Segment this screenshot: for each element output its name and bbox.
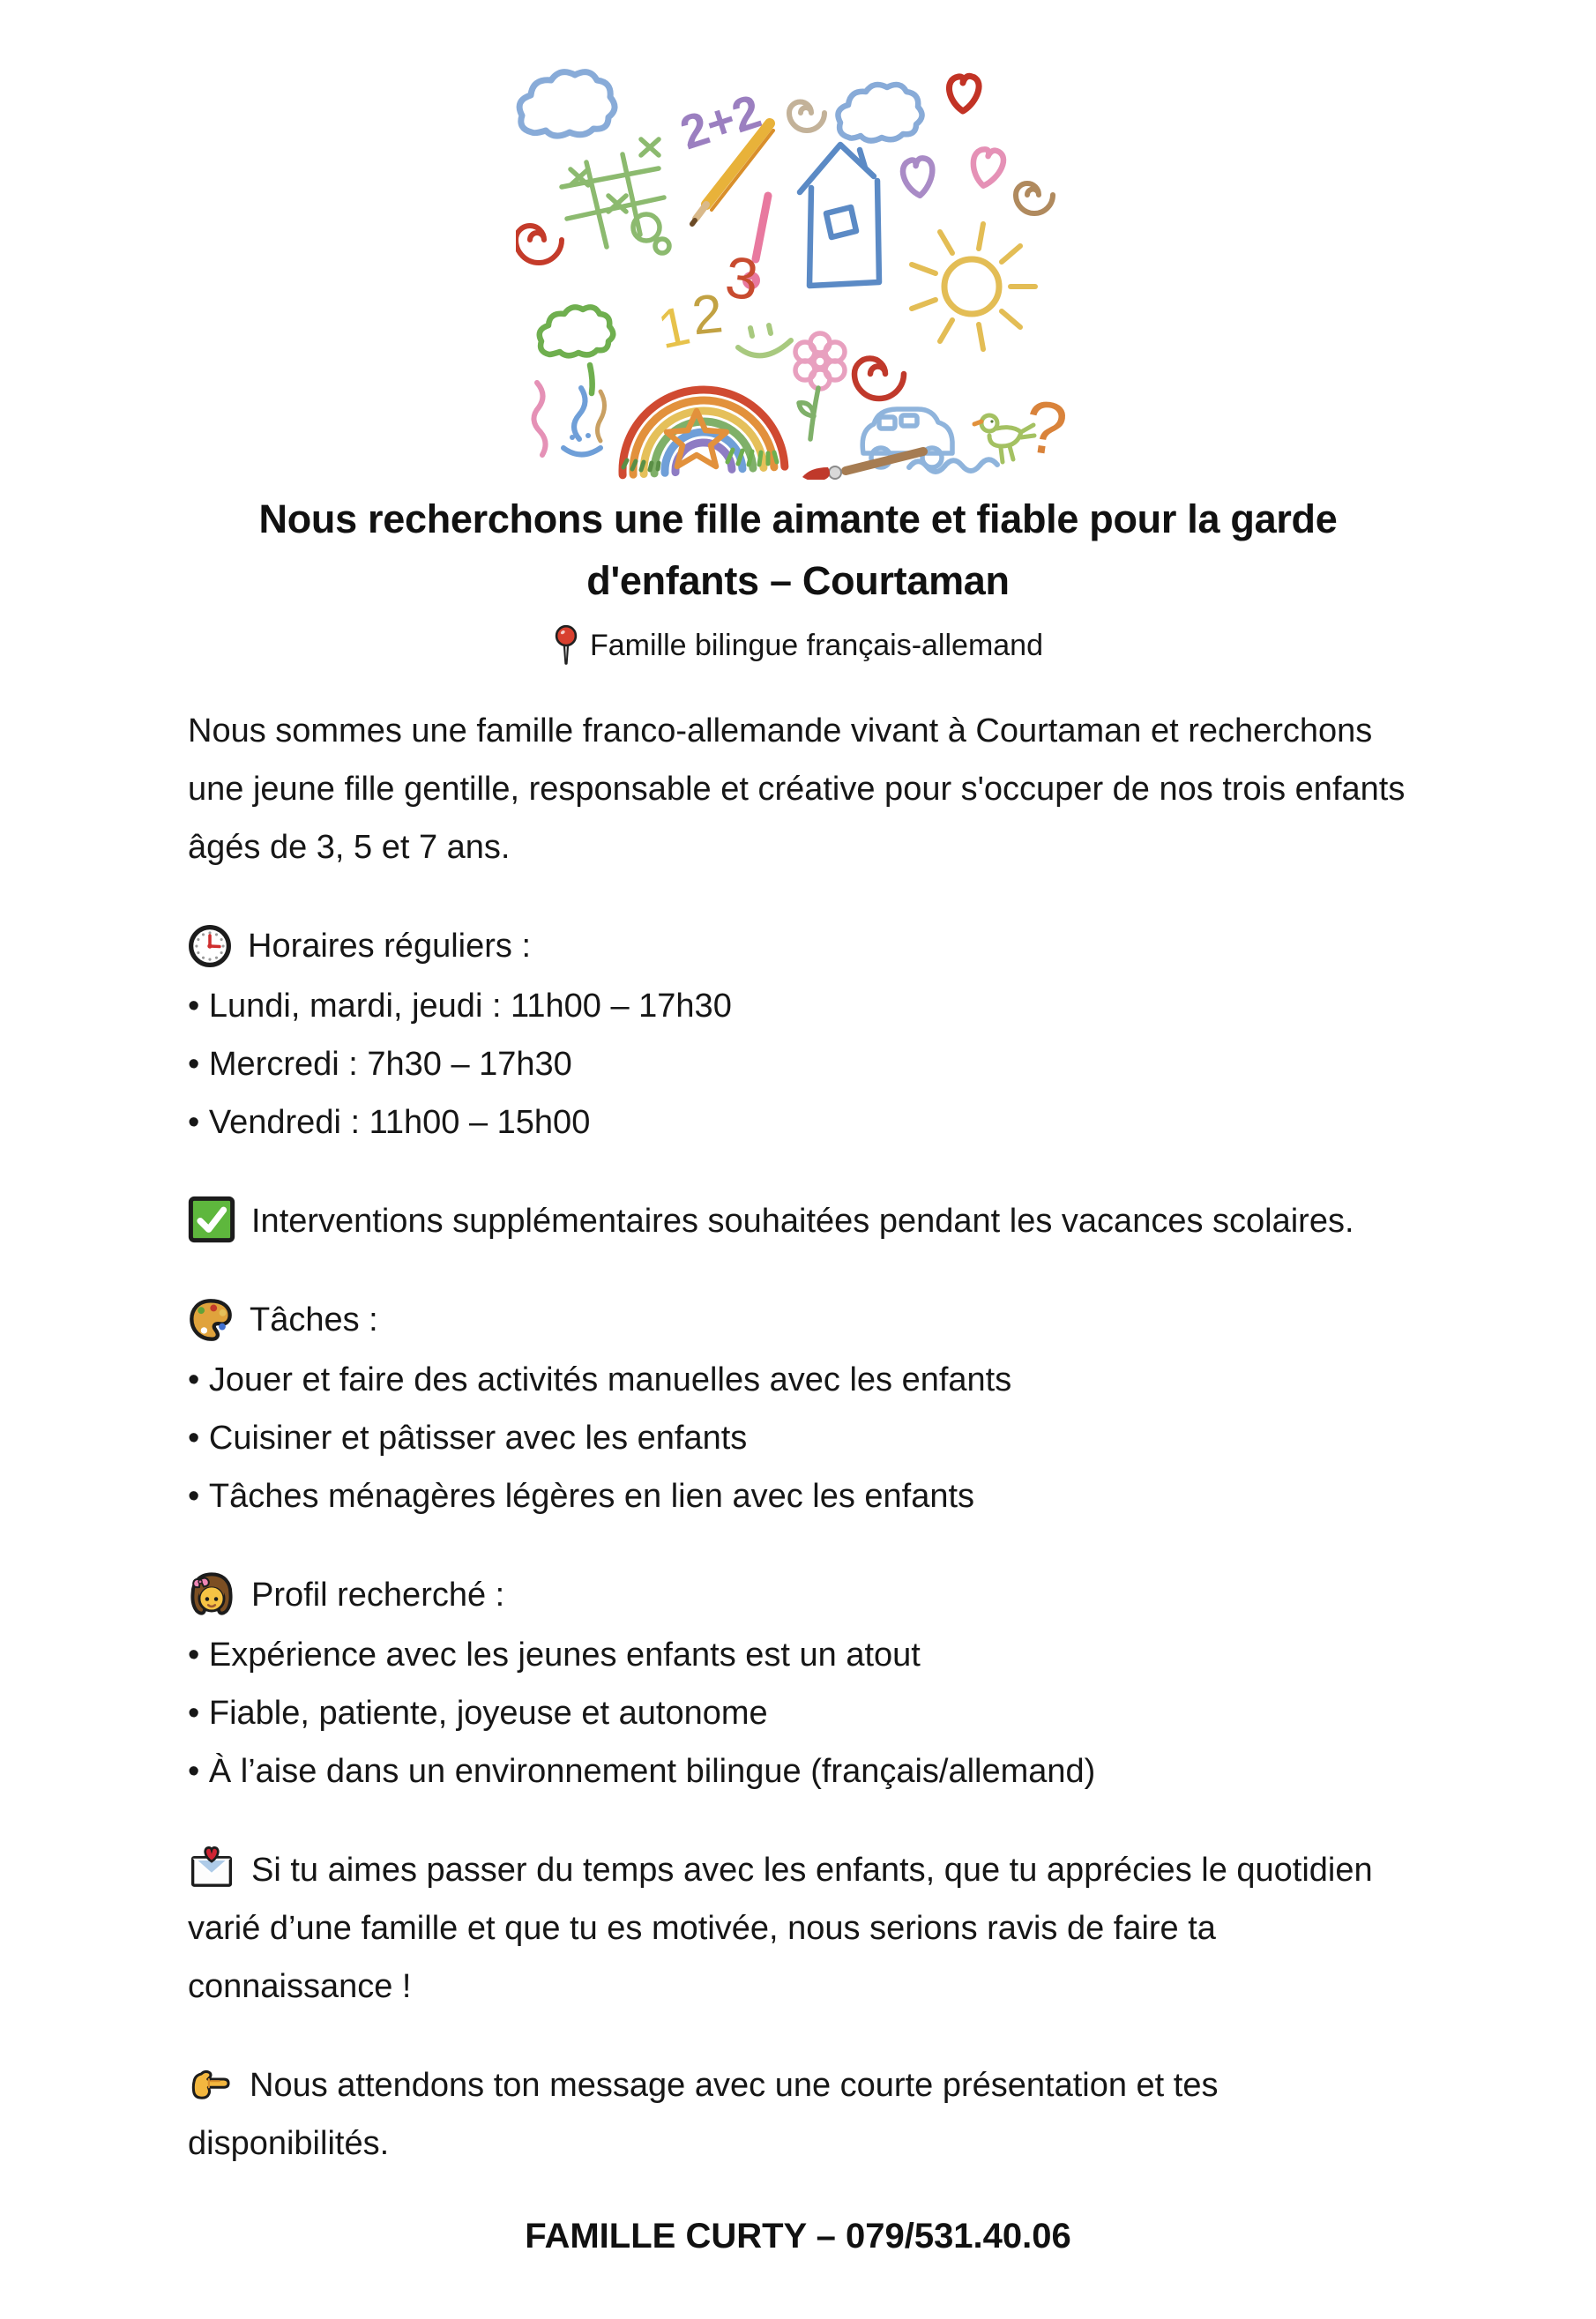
schedule-heading-row	[188, 917, 1408, 975]
flyer-page	[0, 62, 1596, 2256]
profile-heading-row	[188, 1566, 1408, 1624]
tasks-heading-row	[188, 1291, 1408, 1349]
list-item: • Cuisiner et pâtisser avec les enfants	[188, 1409, 1408, 1467]
intro-paragraph: Nous sommes une famille franco-allemande vivant à Courtaman et recherchons une jeune fille gentille, responsable et créative pour s'occuper de nos trois enfants âgés de 3, 5 et 7 ans.	[188, 712, 1406, 866]
snake-face-doodle	[563, 388, 600, 455]
squiggle-doodle	[533, 383, 545, 455]
list-item: • À l’aise dans un environnement bilingue (français/allemand)	[188, 1742, 1408, 1801]
check-mark-icon	[188, 1196, 235, 1243]
subtitle	[188, 624, 1408, 667]
extra-note-text: Interventions supplémentaires souhaitées pendant les vacances scolaires.	[251, 1203, 1354, 1240]
cloud-doodle	[838, 85, 921, 141]
cta-text: Nous attendons ton message avec une courte présentation et tes disponibilités.	[188, 2067, 1219, 2162]
extra-note	[188, 1192, 1408, 1250]
profile-list	[188, 1626, 1408, 1801]
list-item: • Lundi, mardi, jeudi : 11h00 – 17h30	[188, 977, 1408, 1035]
spiral-doodle	[1016, 183, 1053, 213]
heart-doodle	[949, 76, 979, 111]
house-doodle	[800, 145, 879, 286]
schedule-heading: Horaires réguliers :	[248, 928, 531, 965]
heart-doodle	[970, 147, 1005, 188]
sun-doodle	[912, 224, 1035, 349]
question-doodle-text: ?	[1019, 384, 1072, 472]
cloud-doodle	[519, 72, 615, 136]
list-item: • Jouer et faire des activités manuelles avec les enfants	[188, 1351, 1408, 1409]
round-pushpin-icon	[553, 624, 579, 667]
list-item: • Tâches ménagères légères en lien avec les enfants	[188, 1467, 1408, 1525]
number-doodle-text: 3	[722, 243, 762, 313]
page-title-line1: Nous recherchons une fille aimante et fiable pour la garde	[258, 496, 1338, 541]
subtitle-text: Famille bilingue français-allemand	[589, 628, 1044, 662]
pointing-right-icon	[188, 2062, 234, 2107]
artist-palette-icon	[188, 1297, 234, 1343]
clock-icon	[188, 924, 232, 968]
children-doodle-illustration	[516, 62, 1080, 480]
list-item: • Vendredi : 11h00 – 15h00	[188, 1093, 1408, 1152]
love-letter-icon	[188, 1845, 235, 1892]
girl-face-icon	[188, 1571, 235, 1619]
flower-doodle	[795, 333, 845, 439]
number-doodle-text: 2	[689, 283, 727, 347]
heart-doodle	[901, 157, 936, 198]
schedule-list	[188, 977, 1408, 1152]
list-item: • Mercredi : 7h30 – 17h30	[188, 1035, 1408, 1093]
tasks-list	[188, 1351, 1408, 1525]
math-doodle-text: 2+2	[674, 85, 768, 160]
tree-doodle	[540, 307, 613, 393]
spiral-doodle	[516, 226, 562, 263]
pitch-text: Si tu aimes passer du temps avec les enfants, que tu apprécies le quotidien varié d’une famille et que tu es motivée, nous serions ravis de faire ta connaissance !	[188, 1852, 1373, 2005]
profile-heading: Profil recherché :	[251, 1577, 505, 1614]
pitch-paragraph	[188, 1841, 1408, 2016]
list-item: • Fiable, patiente, joyeuse et autonome	[188, 1684, 1408, 1742]
spiral-doodle	[854, 359, 904, 399]
tasks-heading: Tâches :	[250, 1301, 378, 1338]
tictactoe-doodle	[562, 139, 669, 253]
paintbrush-doodle	[802, 451, 923, 480]
contact-line: FAMILLE CURTY – 079/531.40.06	[525, 2217, 1071, 2256]
smiley-doodle	[738, 325, 791, 355]
wave-doodle	[909, 459, 997, 472]
spiral-doodle	[789, 102, 824, 131]
list-item: • Expérience avec les jeunes enfants est un atout	[188, 1626, 1408, 1684]
page-title	[188, 488, 1408, 612]
cta-paragraph	[188, 2056, 1408, 2173]
squiggle-doodle	[598, 391, 605, 441]
page-title-line2: d'enfants – Courtaman	[586, 558, 1010, 603]
number-doodle-text: 1	[653, 295, 696, 362]
